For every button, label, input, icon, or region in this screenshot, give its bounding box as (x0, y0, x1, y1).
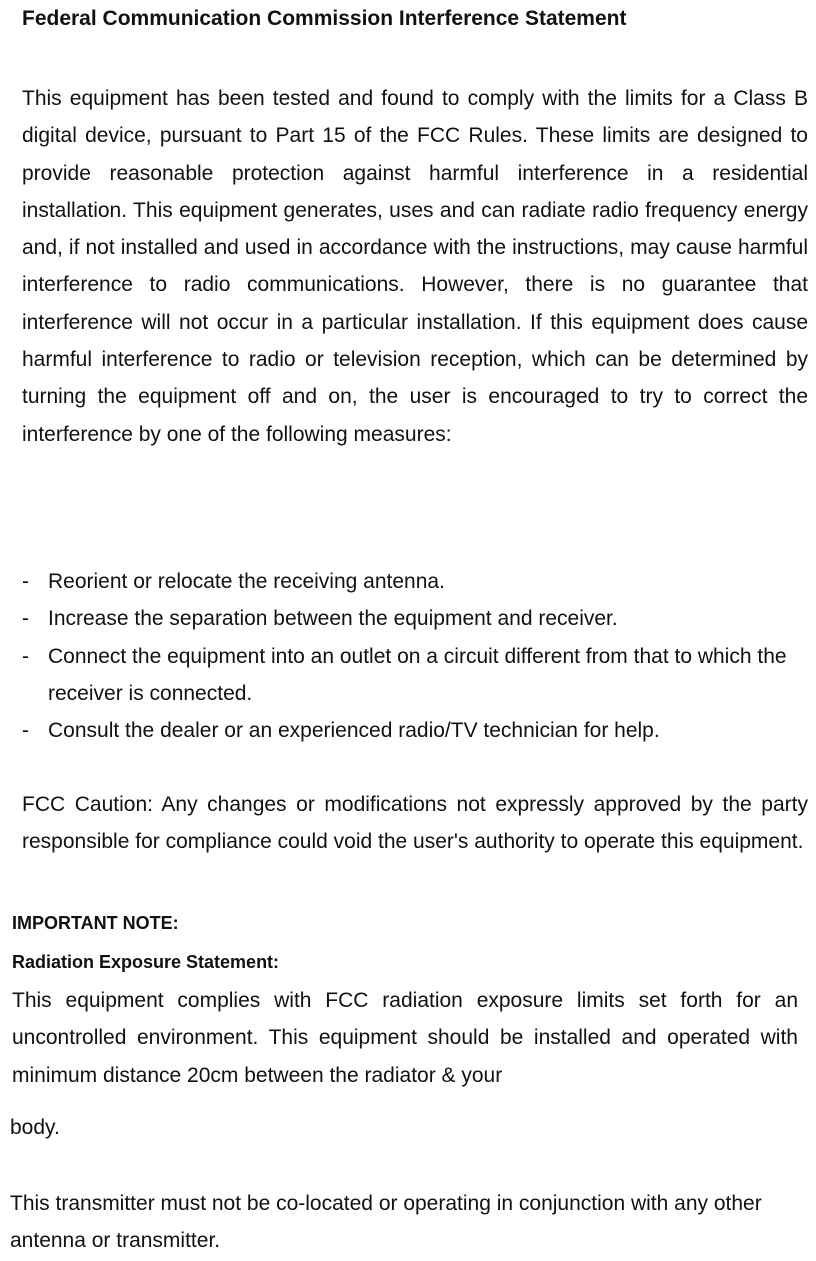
list-item (22, 563, 808, 600)
list-item (22, 600, 808, 637)
radiation-exposure-paragraph: This equipment complies with FCC radiation exposure limits set forth for an uncontrolled environment. This equipment should be installed and operated with minimum distance 20cm between the radiator & your (12, 989, 798, 1087)
measure-text: Connect the equipment into an outlet on a circuit different from that to which the receiver is connected. (48, 644, 787, 705)
measure-text: Increase the separation between the equipment and receiver. (48, 607, 618, 631)
list-item (22, 638, 808, 713)
radiation-paragraph-continuation: body. (10, 1116, 60, 1139)
measure-text: Consult the dealer or an experienced radio/TV technician for help. (48, 719, 660, 743)
fcc-caution-paragraph: FCC Caution: Any changes or modifications not expressly approved by the party responsible for compliance could void the user's authority to operate this equipment. (22, 793, 808, 854)
bullet-dash: - (22, 719, 29, 743)
bullet-dash: - (22, 644, 29, 668)
list-item (22, 712, 808, 749)
measure-text: Reorient or relocate the receiving antenna. (48, 570, 445, 593)
measures-list (22, 563, 808, 749)
important-note-heading: IMPORTANT NOTE: (12, 913, 179, 933)
bullet-dash: - (22, 607, 29, 631)
transmitter-paragraph: This transmitter must not be co-located or operating in conjunction with any other antenna or transmitter. (10, 1192, 762, 1253)
document-title: Federal Communication Commission Interference Statement (22, 7, 627, 30)
bullet-dash: - (22, 570, 29, 593)
intro-paragraph: This equipment has been tested and found to comply with the limits for a Class B digital device, pursuant to Part 15 of the FCC Rules. These limits are designed to provide reasonable protection against harmful interference in a residential installation. This equipment generates, uses and can radiate radio frequency energy and, if not installed and used in accordance with the instructions, may cause harmful interference to radio communications. However, there is no guarantee that interference will not occur in a particular installation. If this equipment does cause harmful interference to radio or television reception, which can be determined by turning the equipment off and on, the user is encouraged to try to correct the interference by one of the following measures: (22, 87, 808, 446)
radiation-exposure-heading: Radiation Exposure Statement: (12, 952, 280, 972)
